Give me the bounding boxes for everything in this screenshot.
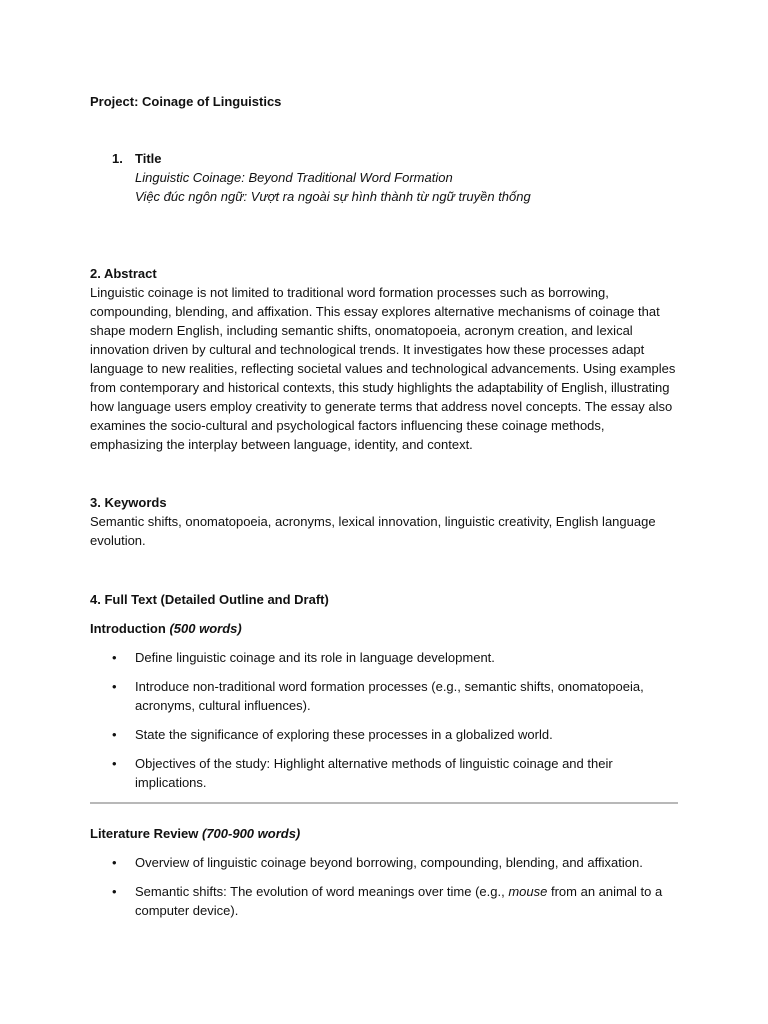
introduction-list (90, 648, 680, 792)
list-item-text: State the significance of exploring these processes in a globalized world. (135, 727, 553, 742)
list-item-text: Objectives of the study: Highlight alternative methods of linguistic coinage and their implications. (135, 756, 613, 790)
bullet-icon: • (112, 756, 117, 771)
bullet-icon: • (112, 855, 117, 870)
introduction-word-count: (500 words) (169, 621, 242, 636)
keywords-body: Semantic shifts, onomatopoeia, acronyms, lexical innovation, linguistic creativity, English language evolution. (90, 514, 656, 548)
keywords-heading: 3. Keywords (90, 495, 167, 510)
bullet-icon: • (112, 650, 117, 665)
list-item (90, 677, 680, 715)
section-divider (90, 802, 678, 804)
literature-review-heading (90, 824, 680, 843)
title-section-heading: Title (135, 151, 162, 166)
abstract-heading: 2. Abstract (90, 266, 157, 281)
literature-review-list (90, 853, 680, 920)
list-item-text: Define linguistic coinage and its role in language development. (135, 650, 495, 665)
literature-review-word-count: (700-900 words) (202, 826, 301, 841)
list-item-text-part: Semantic shifts: The evolution of word meanings over time (e.g., (135, 884, 509, 899)
list-item (90, 754, 680, 792)
introduction-heading-label: Introduction (90, 621, 166, 636)
full-text-heading: 4. Full Text (Detailed Outline and Draft) (90, 592, 329, 607)
title-english: Linguistic Coinage: Beyond Traditional Word Formation (135, 170, 453, 185)
bullet-icon: • (112, 727, 117, 742)
bullet-icon: • (112, 884, 117, 899)
title-section (90, 149, 680, 206)
list-item-text: Overview of linguistic coinage beyond borrowing, compounding, blending, and affixation. (135, 855, 643, 870)
introduction-heading (90, 619, 680, 638)
title-vietnamese: Việc đúc ngôn ngữ: Vượt ra ngoài sự hình thành từ ngữ truyền thống (135, 189, 531, 204)
list-item (90, 725, 680, 744)
list-item (90, 882, 680, 920)
bullet-icon: • (112, 679, 117, 694)
list-item (90, 648, 680, 667)
list-item-text-part: from an animal to a computer device). (135, 884, 663, 918)
list-item-text (135, 884, 662, 918)
title-section-number: 1. (112, 151, 123, 166)
literature-review-heading-label: Literature Review (90, 826, 199, 841)
document-page (90, 92, 680, 930)
abstract-body: Linguistic coinage is not limited to traditional word formation processes such as borrowing, compounding, blending, and affixation. This essay explores alternative mechanisms of coinage that shape modern English, including semantic shifts, onomatopoeia, acronym creation, and lexical innovation driven by cultural and technological trends. It investigates how these processes adapt language to new realities, reflecting societal values and technological advancements. Using examples from contemporary and historical contexts, this study highlights the adaptability of English, illustrating how language users employ creativity to generate terms that address novel concepts. The essay also examines the socio-cultural and psychological factors influencing these coinage methods, emphasizing the interplay between language, identity, and context. (90, 285, 676, 452)
example-word: mouse (508, 884, 548, 899)
project-title: Project: Coinage of Linguistics (90, 94, 282, 109)
list-item (90, 853, 680, 872)
list-item-text: Introduce non-traditional word formation processes (e.g., semantic shifts, onomatopoeia, acronyms, cultural influences). (135, 679, 644, 713)
